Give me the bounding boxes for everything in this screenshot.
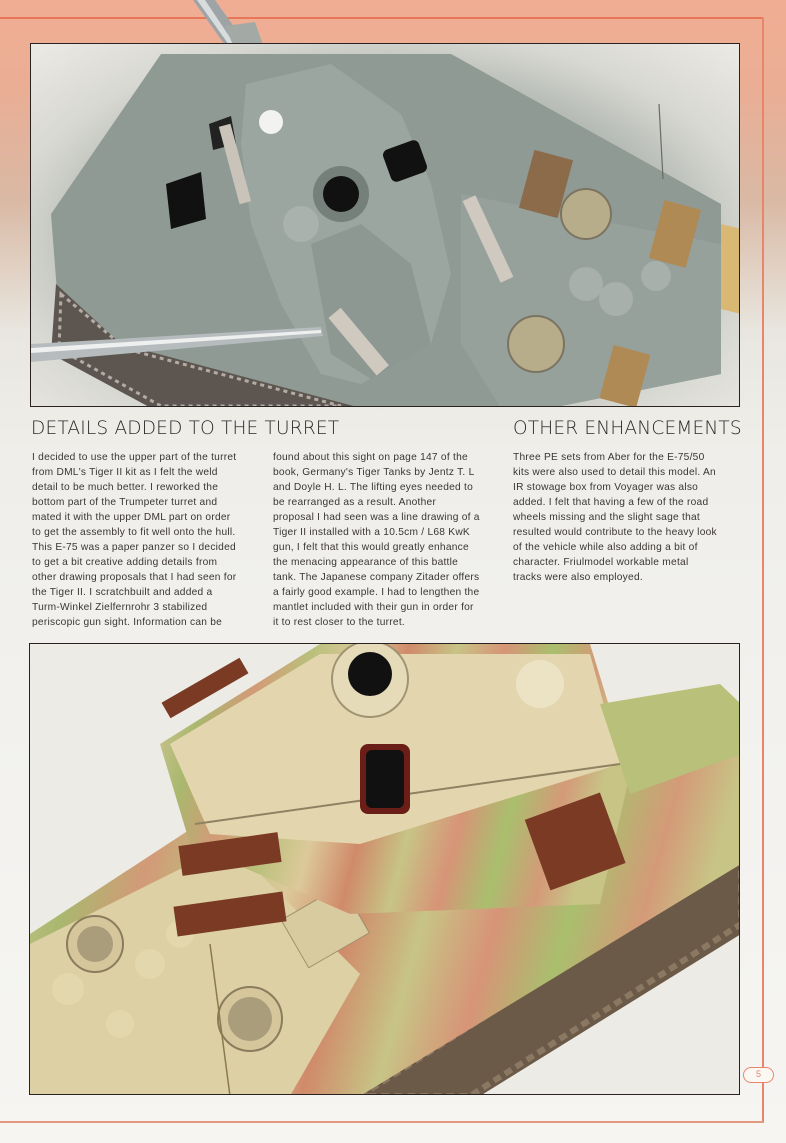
text-line: found about this sight on page 147 of the [273, 452, 468, 463]
text-line: to get a bit creative adding details from [32, 557, 218, 568]
text-line: periscopic gun sight. Information can be [32, 617, 223, 628]
text-line: mantlet included with their gun in order for [273, 602, 474, 613]
page-frame-right-rule [762, 17, 764, 1123]
text-line: mated it with the upper DML part on order [32, 512, 231, 523]
text-line: tank. The Japanese company Zitader offers [273, 572, 480, 583]
photo-grey-tank-turret [30, 43, 740, 407]
text-line: I decided to use the upper part of the turret [32, 452, 237, 463]
text-line: bottom part of the Trumpeter turret and [32, 497, 218, 508]
text-line: This E-75 was a paper panzer so I decided [32, 542, 236, 553]
text-line: added. I felt that having a few of the road [513, 497, 709, 508]
text-line: from DML's Tiger II kit as I felt the weld [32, 467, 218, 478]
text-line: the menacing appearance of this battle [273, 557, 459, 568]
text-line: character. Friulmodel workable metal [513, 557, 689, 568]
text-line: Three PE sets from Aber for the E-75/50 [513, 452, 705, 463]
text-line: and Doyle H. L. The lifting eyes needed to [273, 482, 474, 493]
other-enhancements-column [513, 450, 717, 585]
text-line: book, Germany's Tiger Tanks by Jentz T. L [273, 467, 475, 478]
photo-camouflaged-tank [29, 643, 740, 1095]
text-line: it to rest closer to the turret. [273, 617, 405, 628]
text-line: the Tiger II. I scratchbuilt and added a [32, 587, 213, 598]
text-line: of the vehicle while also adding a bit of [513, 542, 698, 553]
text-line: to get the assembly to fit well onto the hull. [32, 527, 236, 538]
text-line: wheels missing and the slight sage that [513, 512, 701, 523]
page-frame-top-rule [0, 17, 764, 19]
gun-barrel-overflow [185, 0, 275, 45]
text-line: be rearranged as a result. Another [273, 497, 437, 508]
text-line: Tiger II installed with a 10.5cm / L68 KwK [273, 527, 470, 538]
text-line: kits were also used to detail this model. An [513, 467, 716, 478]
page-number-badge: 5 [743, 1067, 774, 1083]
text-line: other drawing proposals that I had seen for [32, 572, 237, 583]
text-line: a fairly good example. I had to lengthen the [273, 587, 480, 598]
text-line: detail to be much better. I reworked the [32, 482, 219, 493]
text-line: IR stowage box from Voyager was also [513, 482, 699, 493]
page-frame-bottom-rule [0, 1121, 764, 1123]
text-line: resulted would contribute to the heavy look [513, 527, 717, 538]
text-line: tracks were also employed. [513, 572, 643, 583]
section-heading-turret: DETAILS ADDED TO THE TURRET [31, 418, 340, 439]
text-line: Turm-Winkel Zielfernrohr 3 stabilized [32, 602, 208, 613]
turret-column-1 [32, 450, 236, 630]
text-line: gun, I felt that this would greatly enhance [273, 542, 469, 553]
text-line: proposal I had seen was a line drawing of a [273, 512, 480, 523]
section-heading-other-enhancements: OTHER ENHANCEMENTS [513, 418, 742, 439]
turret-column-2 [273, 450, 480, 630]
